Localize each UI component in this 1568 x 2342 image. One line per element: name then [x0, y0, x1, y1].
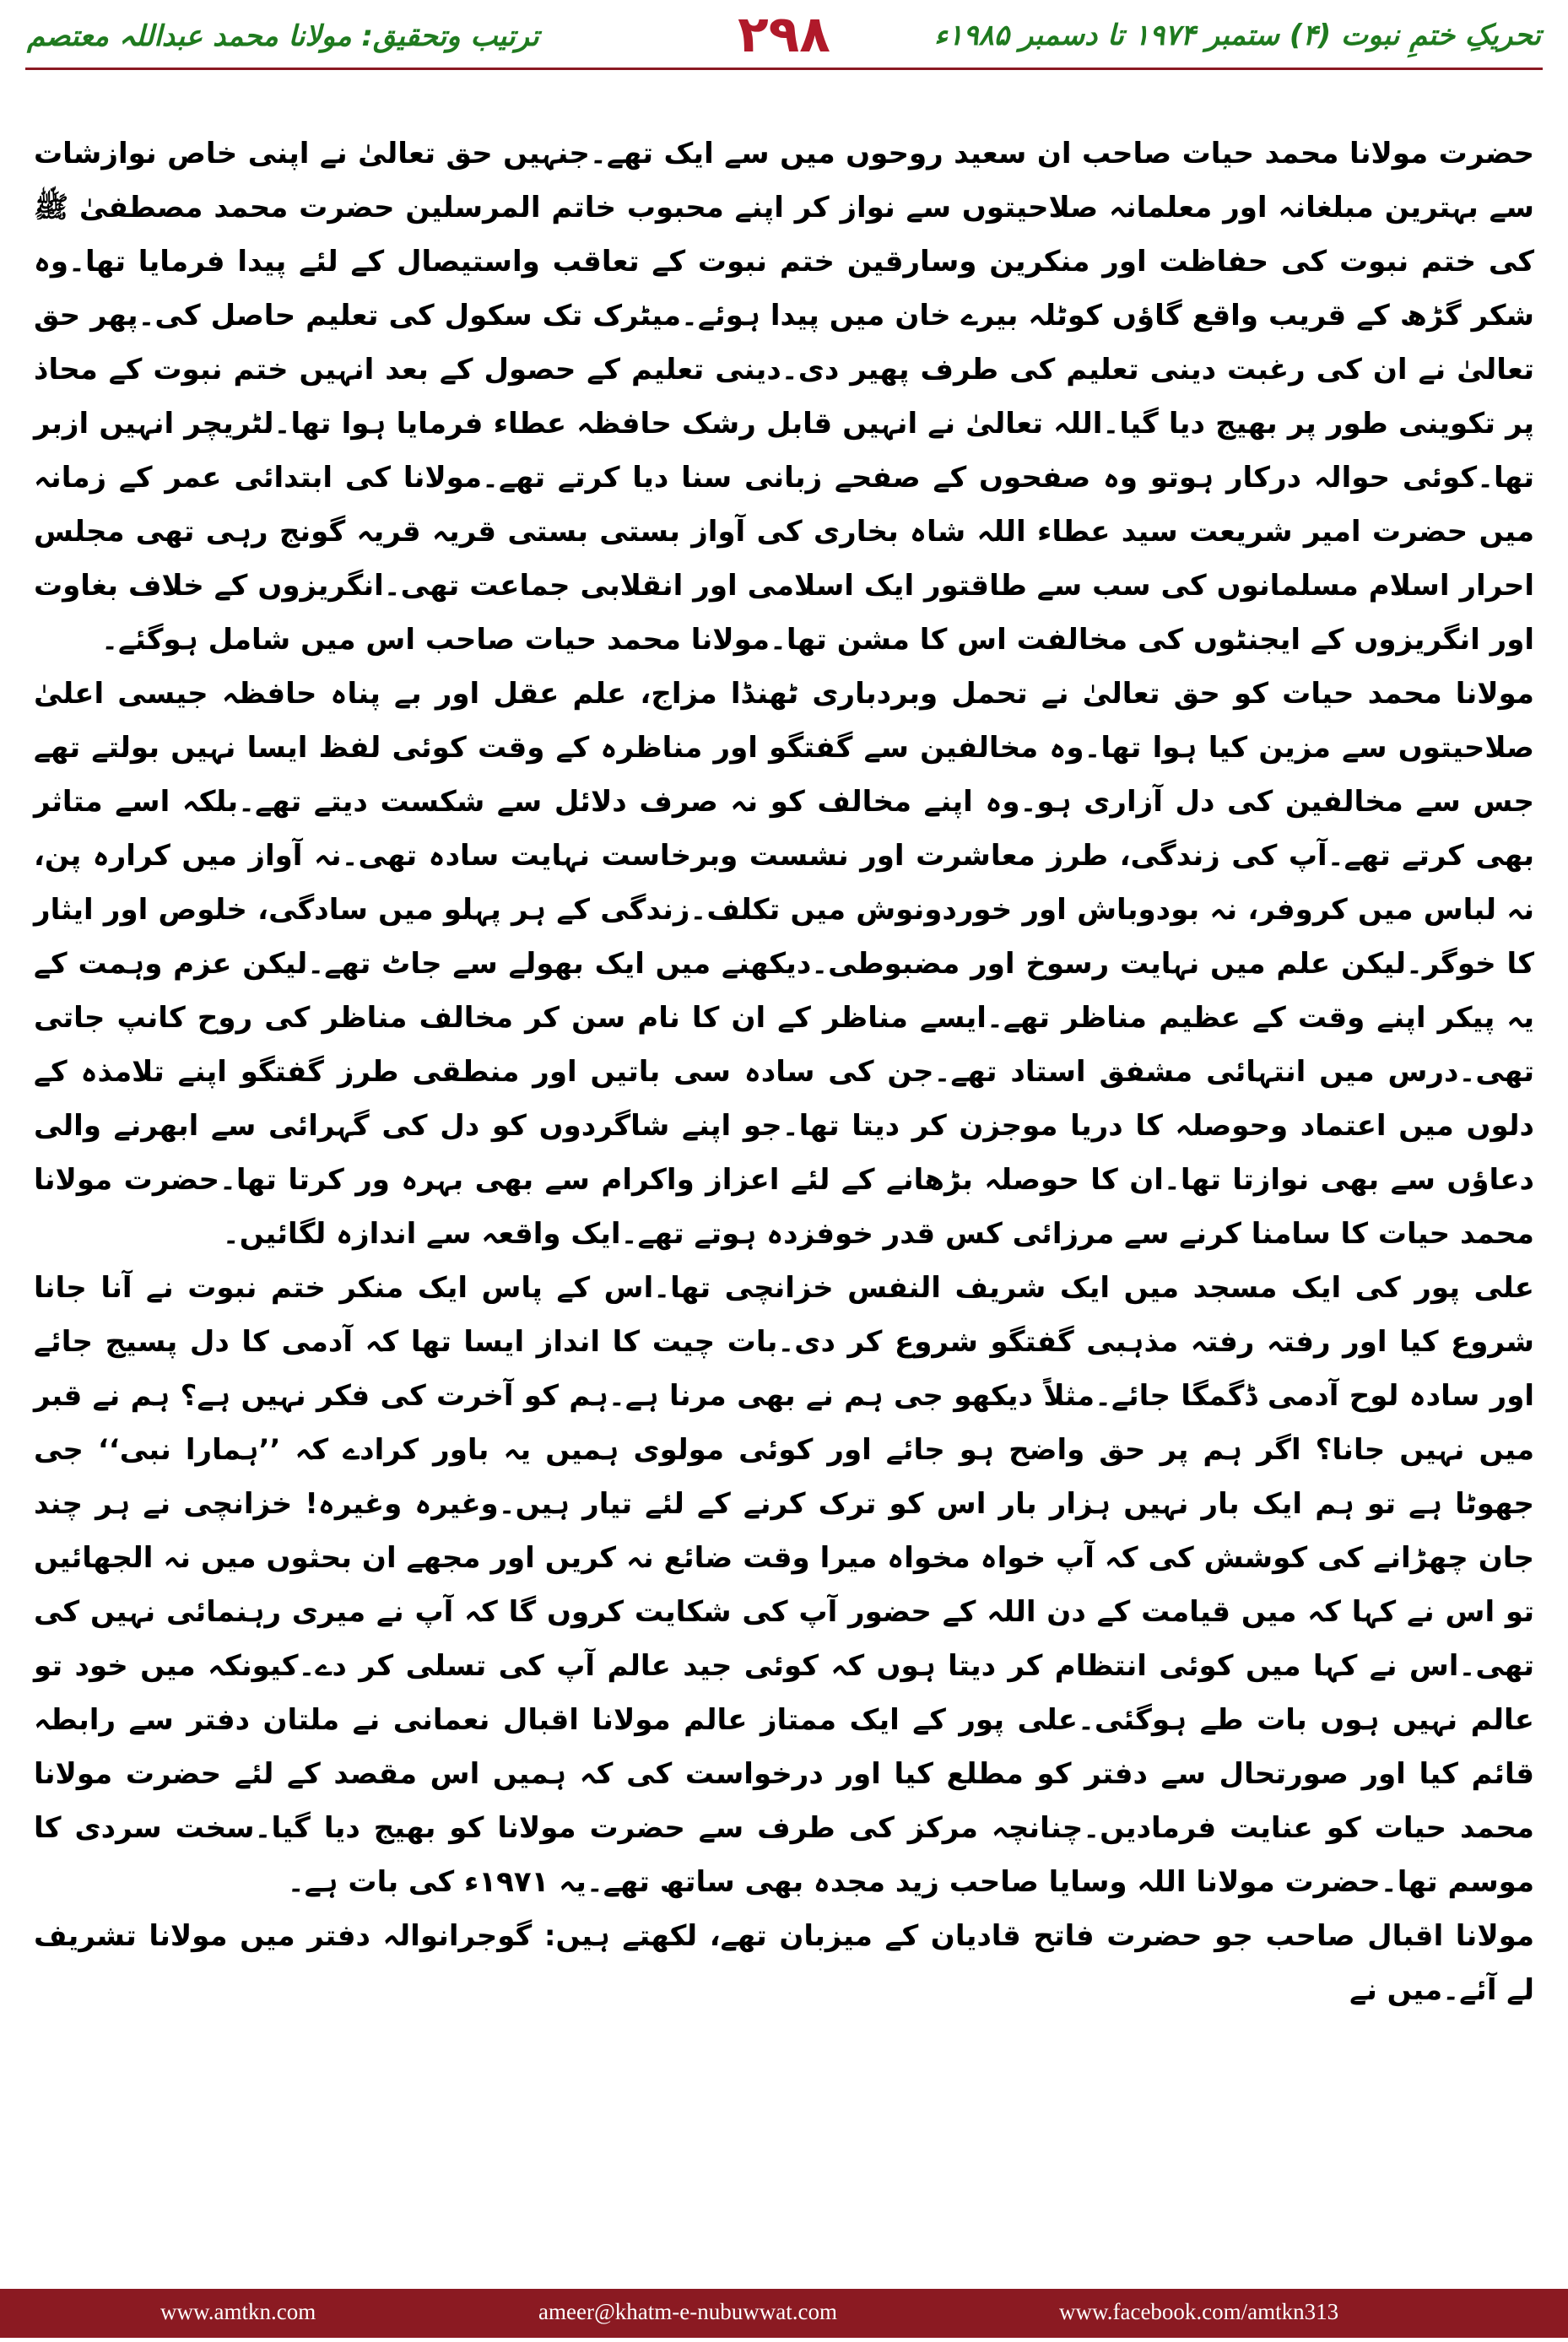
paragraph-1: حضرت مولانا محمد حیات صاحب ان سعید روحوں میں سے ایک تھے۔جنہیں حق تعالیٰ نے اپنی خاص نوازشات سے بہترین مبلغانہ اور معلمانہ صلاحیتوں سے نواز کر اپنے محبوب خاتم المرسلین حضرت محمد مصطفیٰ ﷺ کی ختم نبوت کی حفاظت اور منکرین وسارقین ختم نبوت کے تعاقب واستیصال کے لئے پیدا فرمایا تھا۔وہ شکر گڑھ کے قریب واقع گاؤں کوٹلہ بیرے خان میں پیدا ہوئے۔میٹرک تک سکول کی تعلیم حاصل کی۔پھر حق تعالیٰ نے ان کی رغبت دینی تعلیم کی طرف پھیر دی۔دینی تعلیم کے حصول کے بعد انہیں ختم نبوت کے محاذ پر تکوینی طور پر بھیج دیا گیا۔اللہ تعالیٰ نے انہیں قابل رشک حافظہ عطاء فرمایا ہوا تھا۔لٹریچر انہیں ازبر تھا۔کوئی حوالہ درکار ہوتو وہ صفحوں کے صفحے زبانی سنا دیا کرتے تھے۔مولانا کی ابتدائی عمر کے زمانہ میں حضرت امیر شریعت سید عطاء اللہ شاہ بخاری کی آواز بستی بستی قریہ قریہ گونج رہی تھی مجلس احرار اسلام مسلمانوں کی سب سے طاقتور ایک اسلامی اور انقلابی جماعت تھی۔انگریزوں کے خلاف بغاوت اور انگریزوں کے ایجنٹوں کی مخالفت اس کا مشن تھا۔مولانا محمد حیات صاحب اس میں شامل ہوگئے۔: [34, 137, 1534, 657]
page-number: ۲۹۸: [738, 5, 830, 64]
website-link[interactable]: www.amtkn.com: [160, 2299, 316, 2324]
header-divider: [25, 68, 1543, 70]
article-body: [34, 127, 1534, 2017]
compiler-credit: ترتیب وتحقیق: مولانا محمد عبداللہ معتصم: [27, 19, 539, 53]
book-title: تحریکِ ختمِ نبوت (۴) ستمبر ۱۹۷۴ تا دسمبر ۱۹۸۵ء: [934, 19, 1541, 52]
paragraph-3: علی پور کی ایک مسجد میں ایک شریف النفس خزانچی تھا۔اس کے پاس ایک منکر ختم نبوت نے آنا جانا شروع کیا اور رفتہ رفتہ مذہبی گفتگو شروع کر دی۔بات چیت کا انداز ایسا تھا کہ آدمی کا دل پسیج جائے اور سادہ لوح آدمی ڈگمگا جائے۔مثلاً دیکھو جی ہم نے بھی مرنا ہے۔ہم کو آخرت کی فکر نہیں ہے؟ ہم نے قبر میں نہیں جانا؟ اگر ہم پر حق واضح ہو جائے اور کوئی مولوی ہمیں یہ باور کرادے کہ ’’ہمارا نبی‘‘ جی جھوٹا ہے تو ہم ایک بار نہیں ہزار بار اس کو ترک کرنے کے لئے تیار ہیں۔وغیرہ وغیرہ! خزانچی نے ہر چند جان چھڑانے کی کوشش کی کہ آپ خواہ مخواہ میرا وقت ضائع نہ کریں اور مجھے ان بحثوں میں نہ الجھائیں تو اس نے کہا کہ میں قیامت کے دن اللہ کے حضور آپ کی شکایت کروں گا کہ آپ نے میری رہنمائی نہیں کی تھی۔اس نے کہا میں کوئی انتظام کر دیتا ہوں کہ کوئی جید عالم آپ کی تسلی کر دے۔کیونکہ میں خود تو عالم نہیں ہوں بات طے ہوگئی۔علی پور کے ایک ممتاز عالم مولانا اقبال نعمانی نے ملتان دفتر سے رابطہ قائم کیا اور صورتحال سے دفتر کو مطلع کیا اور درخواست کی کہ ہمیں اس مقصد کے لئے حضرت مولانا محمد حیات کو عنایت فرمادیں۔چنانچہ مرکز کی طرف سے حضرت مولانا کو بھیج دیا گیا۔سخت سردی کا موسم تھا۔حضرت مولانا اللہ وسایا صاحب زید مجدہ بھی ساتھ تھے۔یہ ۱۹۷۱ء کی بات ہے۔: [34, 1271, 1534, 1899]
page-footer: [0, 2289, 1568, 2338]
paragraph-2: مولانا محمد حیات کو حق تعالیٰ نے تحمل وبردباری ٹھنڈا مزاج، علم عقل اور بے پناہ حافظہ جیسی اعلیٰ صلاحیتوں سے مزین کیا ہوا تھا۔وہ مخالفین سے گفتگو اور مناظرہ کے وقت کوئی لفظ ایسا نہیں بولتے تھے جس سے مخالفین کی دل آزاری ہو۔وہ اپنے مخالف کو نہ صرف دلائل سے شکست دیتے تھے۔بلکہ اسے متاثر بھی کرتے تھے۔آپ کی زندگی، طرز معاشرت اور نشست وبرخاست نہایت سادہ تھی۔نہ آواز میں کرارہ پن، نہ لباس میں کروفر، نہ بودوباش اور خوردونوش میں تکلف۔زندگی کے ہر پہلو میں سادگی، خلوص اور ایثار کا خوگر۔لیکن علم میں نہایت رسوخ اور مضبوطی۔دیکھنے میں ایک بھولے سے جاٹ تھے۔لیکن عزم وہمت کے یہ پیکر اپنے وقت کے عظیم مناظر تھے۔ایسے مناظر کے ان کا نام سن کر مخالف مناظر کی روح کانپ جاتی تھی۔درس میں انتہائی مشفق استاد تھے۔جن کی سادہ سی باتیں اور منطقی طرز گفتگو اپنے تلامذہ کے دلوں میں اعتماد وحوصلہ کا دریا موجزن کر دیتا تھا۔جو اپنے شاگردوں کو دل کی گہرائی سے ابھرنے والی دعاؤں سے بھی نوازتا تھا۔ان کا حوصلہ بڑھانے کے لئے اعزاز واکرام سے بھی بہرہ ور کرتا تھا۔حضرت مولانا محمد حیات کا سامنا کرنے سے مرزائی کس قدر خوفزدہ ہوتے تھے۔ایک واقعہ سے اندازہ لگائیں۔: [34, 677, 1534, 1251]
email-link[interactable]: ameer@khatm-e-nubuwwat.com: [538, 2299, 837, 2324]
page-header: [0, 0, 1568, 66]
paragraph-4: مولانا اقبال صاحب جو حضرت فاتح قادیان کے میزبان تھے، لکھتے ہیں: گوجرانوالہ دفتر میں مولانا تشریف لے آئے۔میں نے: [34, 1919, 1534, 2007]
facebook-link[interactable]: www.facebook.com/amtkn313: [1059, 2299, 1339, 2324]
